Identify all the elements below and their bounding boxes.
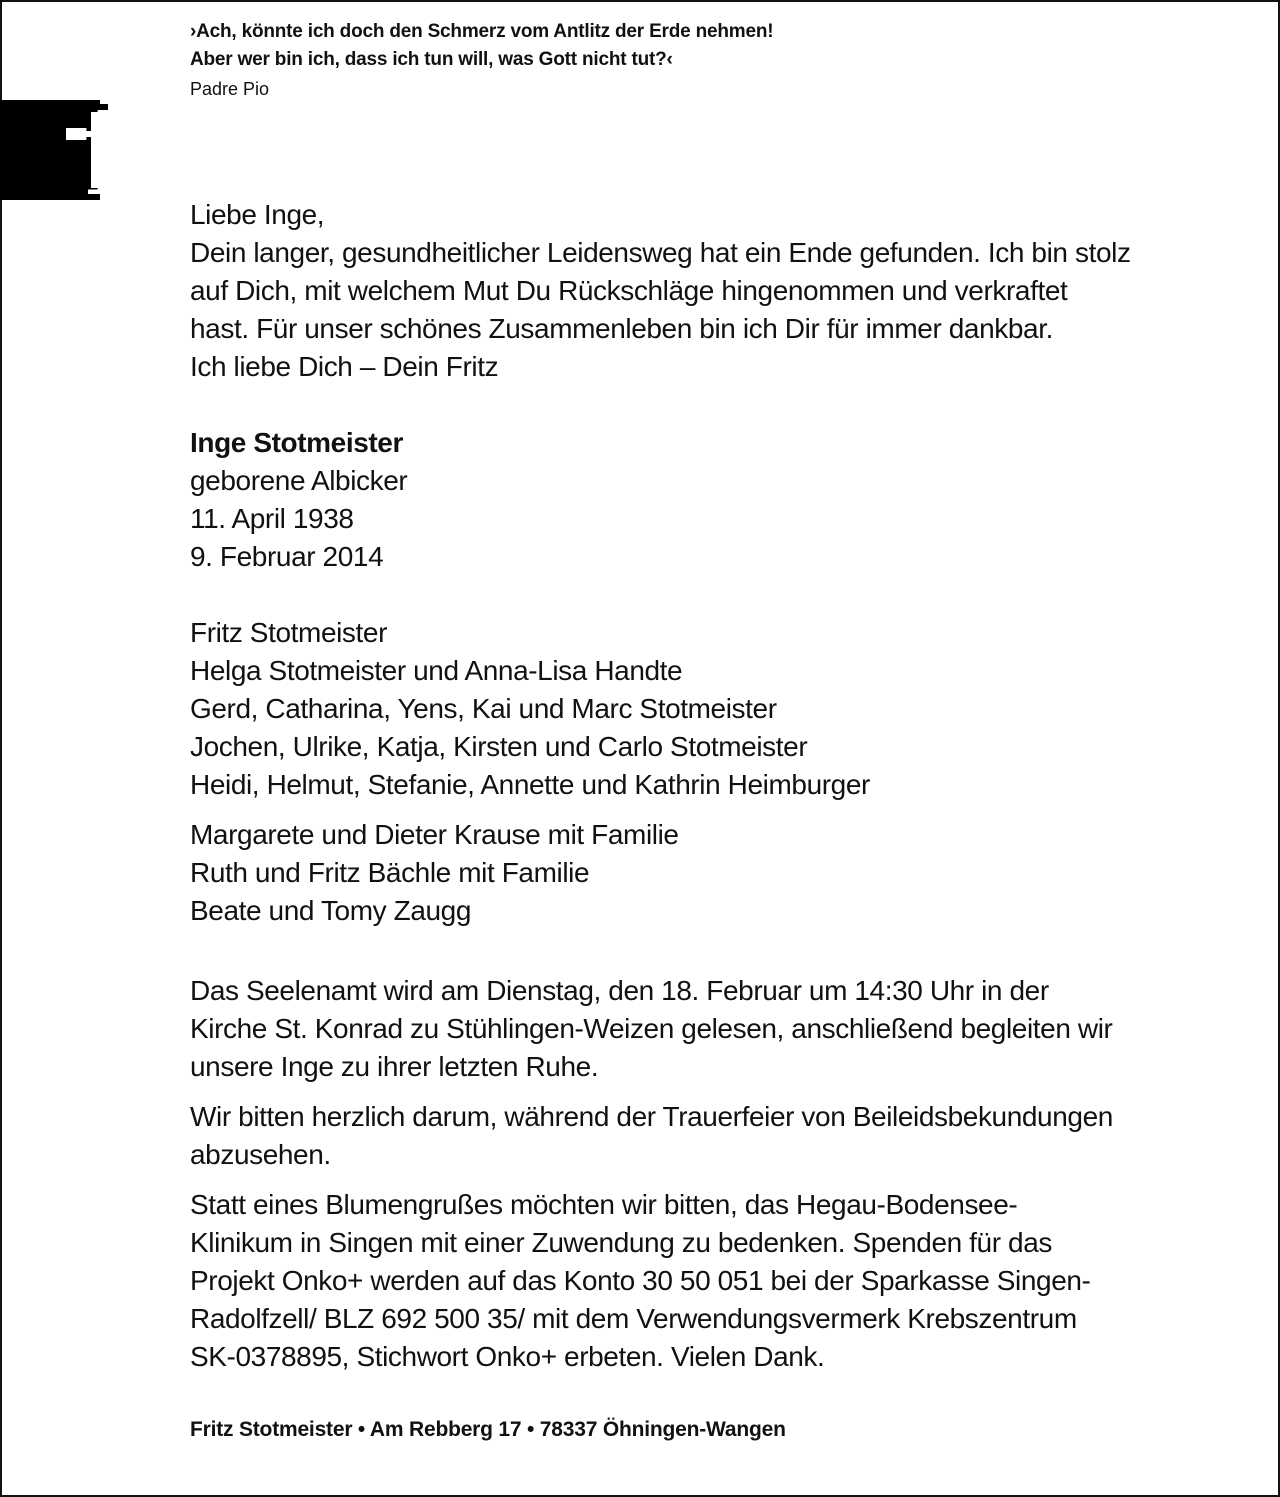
letter-line: Dein langer, gesundheitlicher Leidensweg hat ein Ende gefunden. Ich bin stolz <box>190 237 1131 268</box>
letter-line: Ich liebe Dich – Dein Fritz <box>190 351 499 382</box>
cross-icon <box>60 104 130 196</box>
mourner-line: Jochen, Ulrike, Katja, Kirsten und Carlo Stotmeister <box>190 731 808 762</box>
notice-line: Radolfzell/ BLZ 692 500 35/ mit dem Verwendungsvermerk Krebszentrum <box>190 1303 1077 1334</box>
mourners-family <box>190 614 1260 804</box>
obituary-content <box>190 18 1260 1444</box>
mourners-relatives <box>190 816 1260 930</box>
notice-donations <box>190 1186 1260 1376</box>
letter-line: hast. Für unser schönes Zusammenleben bin ich Dir für immer dankbar. <box>190 313 1053 344</box>
mourner-line: Margarete und Dieter Krause mit Familie <box>190 819 679 850</box>
mourner-line: Fritz Stotmeister <box>190 617 388 648</box>
deceased-died: 9. Februar 2014 <box>190 541 384 572</box>
notice-condolences <box>190 1098 1260 1174</box>
notice-line: SK-0378895, Stichwort Onko+ erbeten. Vielen Dank. <box>190 1341 825 1372</box>
notice-line: unsere Inge zu ihrer letzten Ruhe. <box>190 1051 599 1082</box>
notice-line: Das Seelenamt wird am Dienstag, den 18. Februar um 14:30 Uhr in der <box>190 975 1049 1006</box>
mourner-line: Heidi, Helmut, Stefanie, Annette und Kathrin Heimburger <box>190 769 870 800</box>
contact-address: Fritz Stotmeister • Am Rebberg 17 • 78337 Öhningen-Wangen <box>190 1418 786 1441</box>
letter-line: auf Dich, mit welchem Mut Du Rückschläge hingenommen und verkraftet <box>190 275 1068 306</box>
mourner-line: Helga Stotmeister und Anna-Lisa Handte <box>190 655 683 686</box>
notice-line: Projekt Onko+ werden auf das Konto 30 50 051 bei der Sparkasse Singen- <box>190 1265 1091 1296</box>
notice-line: Wir bitten herzlich darum, während der Trauerfeier von Beileidsbekundungen <box>190 1101 1113 1132</box>
notice-line: Statt eines Blumengrußes möchten wir bitten, das Hegau-Bodensee- <box>190 1189 1018 1220</box>
mourner-line: Gerd, Catharina, Yens, Kai und Marc Stotmeister <box>190 693 777 724</box>
letter-greeting: Liebe Inge, <box>190 199 325 230</box>
quote-line: Aber wer bin ich, dass ich tun will, was Gott nicht tut?‹ <box>190 49 673 70</box>
mourner-line: Beate und Tomy Zaugg <box>190 895 472 926</box>
deceased-name: Inge Stotmeister <box>190 427 403 458</box>
notice-line: abzusehen. <box>190 1139 331 1170</box>
deceased-born: 11. April 1938 <box>190 503 354 534</box>
quote-author: Padre Pio <box>190 79 270 99</box>
letter <box>190 196 1260 386</box>
quote <box>190 18 1260 74</box>
quote-line: ›Ach, könnte ich doch den Schmerz vom Antlitz der Erde nehmen! <box>190 21 774 42</box>
deceased-info <box>190 424 1260 576</box>
notice-line: Klinikum in Singen mit einer Zuwendung zu bedenken. Spenden für das <box>190 1227 1052 1258</box>
notice-line: Kirche St. Konrad zu Stühlingen-Weizen gelesen, anschließend begleiten wir <box>190 1013 1113 1044</box>
notice-funeral <box>190 972 1260 1086</box>
deceased-birth-name: geborene Albicker <box>190 465 408 496</box>
mourner-line: Ruth und Fritz Bächle mit Familie <box>190 857 590 888</box>
